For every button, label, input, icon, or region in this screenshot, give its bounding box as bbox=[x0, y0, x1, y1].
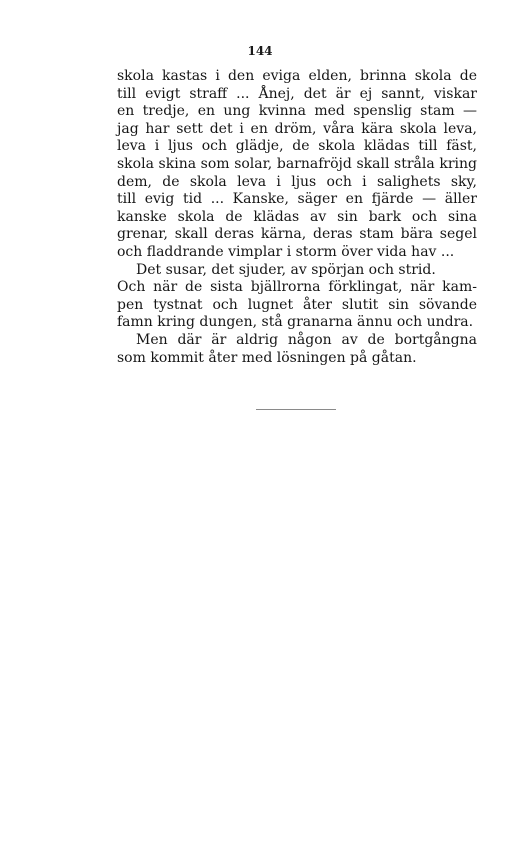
text-line: kanske skola de klädas av sin bark och sina bbox=[117, 208, 477, 225]
text-line: till evig tid ... Kanske, säger en fjärde — äller bbox=[117, 191, 477, 208]
body-text bbox=[117, 68, 477, 367]
section-divider bbox=[256, 409, 336, 410]
text-line: dem, de skola leva i ljus och i salighets sky, bbox=[117, 173, 477, 190]
text-line: skola kastas i den eviga elden, brinna skola de bbox=[117, 68, 477, 84]
text-line: en tredje, en ung kvinna med spenslig stam — bbox=[117, 103, 477, 120]
text-line: till evigt straff ... Ånej, det är ej sannt, viskar bbox=[117, 85, 477, 102]
text-line: grenar, skall deras kärna, deras stam bära segel bbox=[117, 226, 477, 243]
text-line: Men där är aldrig någon av de bortgångna bbox=[136, 331, 477, 348]
text-line: skola skina som solar, barnafröjd skall stråla kring bbox=[117, 155, 477, 172]
text-line: pen tystnat och lugnet åter slutit sin sövande bbox=[117, 296, 477, 313]
text-line: jag har sett det i en dröm, våra kära skola leva, bbox=[117, 120, 477, 137]
text-line: Och när de sista bjällrorna förklingat, när kam- bbox=[117, 279, 477, 296]
text-line: Det susar, det sjuder, av spörjan och strid. bbox=[136, 261, 436, 278]
page-number: 144 bbox=[247, 44, 273, 58]
text-line: och fladdrande vimplar i storm över vida hav ... bbox=[117, 243, 455, 260]
text-line: som kommit åter med lösningen på gåtan. bbox=[117, 349, 417, 366]
text-line: leva i ljus och glädje, de skola klädas till fäst, bbox=[117, 138, 477, 155]
text-line: famn kring dungen, stå granarna ännu och undra. bbox=[117, 314, 474, 331]
